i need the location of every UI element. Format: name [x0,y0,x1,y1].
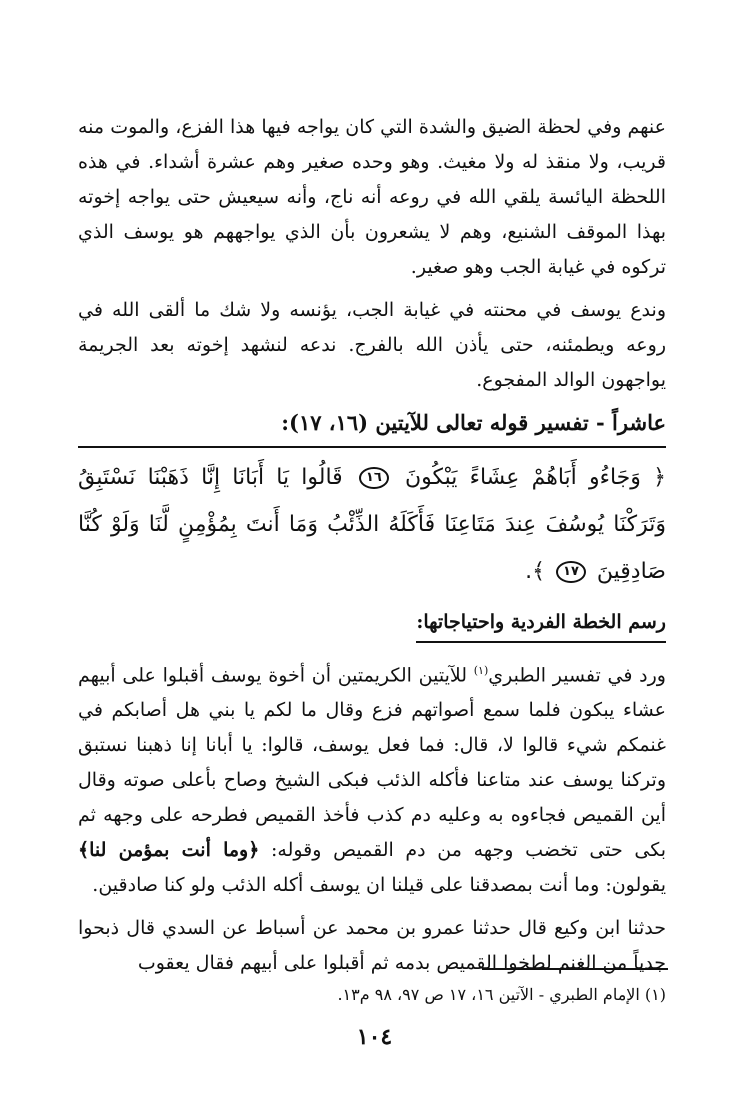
footnote-divider [482,968,668,970]
tabari-body-before: للآيتين الكريمتين أن أخوة يوسف أقبلوا على أبيهم عشاء يبكون فلما سمع أصواتهم فزع وقال ما لكم يا بني هل أصابكم في غنمكم شيء قالوا لا، قال: فما فعل يوسف، قالوا: يا أبانا إنا ذهبنا نستبق وتركنا يوسف عند متاعنا فأكله الذئب فبكى الشيخ وصاح بأعلى صوته وقال أين القميص فجاءوه به وعليه دم كذب فأخذ القميص فطرحه على وجهه ثم بكى حتى تخضب وجهه من دم القميص وقوله: [78,664,666,862]
verse-17-text: قَالُوا يَا أَبَانَا إِنَّا ذَهَبْنَا نَسْتَبِقُ وَتَرَكْنَا يُوسُفَ عِندَ مَتَاعِنَا فَأَكَلَهُ الذِّئْبُ وَمَا أَنتَ بِمُؤْمِنٍ لَّنَا وَلَوْ كُنَّا صَادِقِينَ [78,465,666,584]
body-paragraph-1: عنهم وفي لحظة الضيق والشدة التي كان يواجه فيها هذا الفزع، والموت منه قريب، ولا منقذ له ولا مغيث. وهو وحده صغير وهم عشرة أشداء. في هذه اللحظة اليائسة يلقي الله في روعه أنه ناج، وأنه سيعيش حتى يواجه إخوته بهذا الموقف الشنيع، وهم لا يشعرون بأن الذي يواجههم هو يوسف الذي تركوه في غيابة الجب وهو صغير. [78,116,666,278]
subheading: رسم الخطة الفردية واحتياجاتها: [416,611,666,633]
tabari-paragraph [78,653,666,903]
subheading-container [416,607,666,643]
tabari-quoted-verse: ﴿وما أنت بمؤمن لنا﴾ [78,839,260,862]
verse-17-number-marker: ١٧ [556,561,586,583]
quran-verses [78,454,666,595]
section-heading: عاشراً - تفسير قوله تعالى للآيتين (١٦، ١٧): [281,410,666,435]
page-body [78,110,666,989]
verse-close-bracket: ﴾ [532,559,546,584]
footnote-reference: (١) [473,664,489,677]
tabari-body-after: يقولون: وما أنت بمصدقنا على قيلنا ان يوسف أكله الذئب ولو كنا صادقين. [92,874,666,897]
verse-16-number-marker: ١٦ [359,467,389,489]
body-paragraph-last: حدثنا ابن وكيع قال حدثنا عمرو بن محمد عن أسباط عن السدي قال ذبحوا جدياً من الغنم لطخوا القميص بدمه ثم أقبلوا على أبيهم فقال يعقوب [78,917,666,975]
body-paragraph-2: وندع يوسف في محنته في غيابة الجب، يؤنسه ولا شك ما ألقى الله في روعه ويطمئنه، حتى يأذن الله بالفرج. ندعه لنشهد إخوته بعد الجريمة يواجهون الوالد المفجوع. [78,299,666,391]
verse-end-dot: . [525,559,533,584]
footnote-text: (١) الإمام الطبري - الآتين ١٦، ١٧ ص ٩٧، ٩٨ م١٣. [337,985,666,1004]
verse-open-bracket: ﴿ [653,465,666,490]
page-number: ١٠٤ [356,1024,393,1050]
tabari-intro: ورد في تفسير الطبري [488,664,666,687]
verse-16-text: وَجَاءُو أَبَاهُمْ عِشَاءً يَبْكُونَ [404,465,641,490]
section-heading-container [78,406,666,448]
